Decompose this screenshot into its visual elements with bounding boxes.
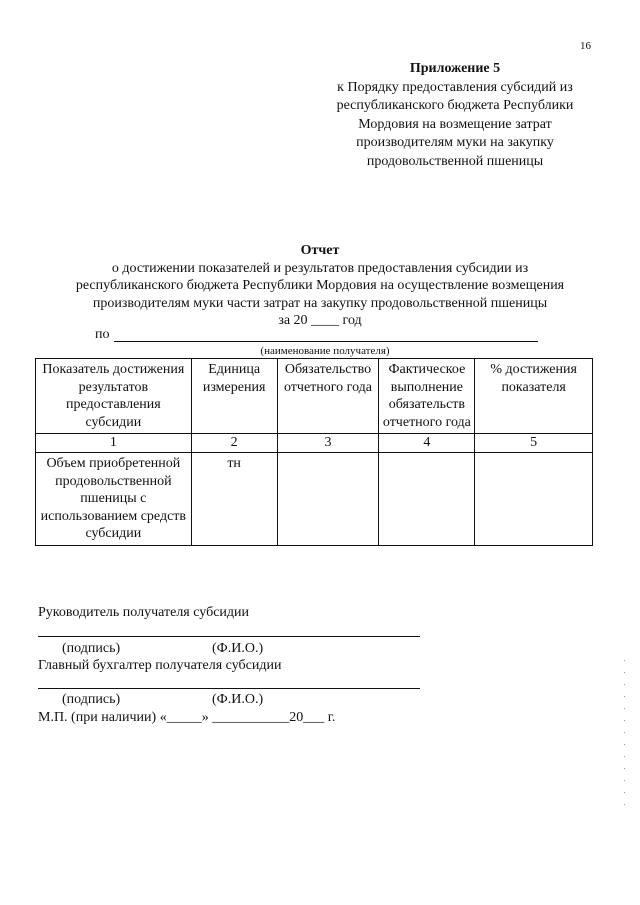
table-row — [36, 453, 593, 546]
column-number: 3 — [277, 434, 379, 453]
appendix-line: республиканского бюджета Республики — [336, 98, 574, 113]
column-number: 5 — [475, 434, 593, 453]
accountant-signature-line[interactable] — [38, 688, 420, 689]
appendix-title: Приложение 5 — [409, 61, 501, 76]
scan-margin-dots — [624, 660, 625, 810]
page-number: 16 — [580, 40, 591, 52]
report-line: производителям муки части затрат на закупку продовольственной пшеницы — [92, 295, 548, 311]
head-label: Руководитель получателя субсидии — [38, 605, 250, 620]
column-number: 1 — [36, 434, 192, 453]
table-number-row — [36, 434, 593, 453]
head-signature-line[interactable] — [38, 636, 420, 637]
report-line: республиканского бюджета Республики Мордовия на осуществление возмещения — [75, 278, 565, 293]
appendix-line: Мордовия на возмещение затрат — [358, 116, 552, 132]
column-number: 2 — [191, 434, 277, 453]
column-number: 4 — [379, 434, 475, 453]
report-title-block — [30, 242, 610, 330]
report-line: о достижении показателей и результатов предоставления субсидии из — [111, 260, 529, 276]
head-fio-caption: (Ф.И.О.) — [212, 641, 264, 656]
indicators-table — [35, 358, 593, 546]
header-actual: Фактическое выполнение обязательств отчетного года — [379, 359, 475, 434]
table-header-row — [36, 359, 593, 434]
recipient-caption: (наименование получателя) — [260, 345, 390, 357]
recipient-prefix: по — [95, 327, 110, 342]
appendix-line: к Порядку предоставления субсидий из — [337, 79, 573, 95]
header-obligation: Обязательство отчетного года — [277, 359, 379, 434]
accountant-fio-caption: (Ф.И.О.) — [212, 692, 264, 707]
header-indicator: Показатель достижения результатов предоставления субсидии — [36, 359, 192, 434]
cell-actual[interactable] — [379, 453, 475, 546]
header-percent: % достижения показателя — [475, 359, 593, 434]
head-signature-caption: (подпись) — [62, 641, 121, 656]
report-heading: Отчет — [300, 243, 340, 258]
appendix-line: продовольственной пшеницы — [366, 153, 544, 169]
appendix-block — [300, 60, 610, 171]
cell-indicator: Объем приобретенной продовольственной пшеницы с использованием средств субсидии — [36, 453, 192, 546]
stamp-date-line: М.П. (при наличии) «_____» ___________20___ г. — [38, 710, 336, 725]
header-unit: Единица измерения — [191, 359, 277, 434]
cell-unit: тн — [191, 453, 277, 546]
cell-percent[interactable] — [475, 453, 593, 546]
accountant-label: Главный бухгалтер получателя субсидии — [38, 658, 282, 673]
accountant-signature-caption: (подпись) — [62, 692, 121, 707]
report-period: за 20 ____ год — [278, 313, 362, 328]
appendix-line: производителям муки на закупку — [356, 135, 554, 150]
cell-obligation[interactable] — [277, 453, 379, 546]
recipient-line[interactable] — [114, 341, 538, 342]
